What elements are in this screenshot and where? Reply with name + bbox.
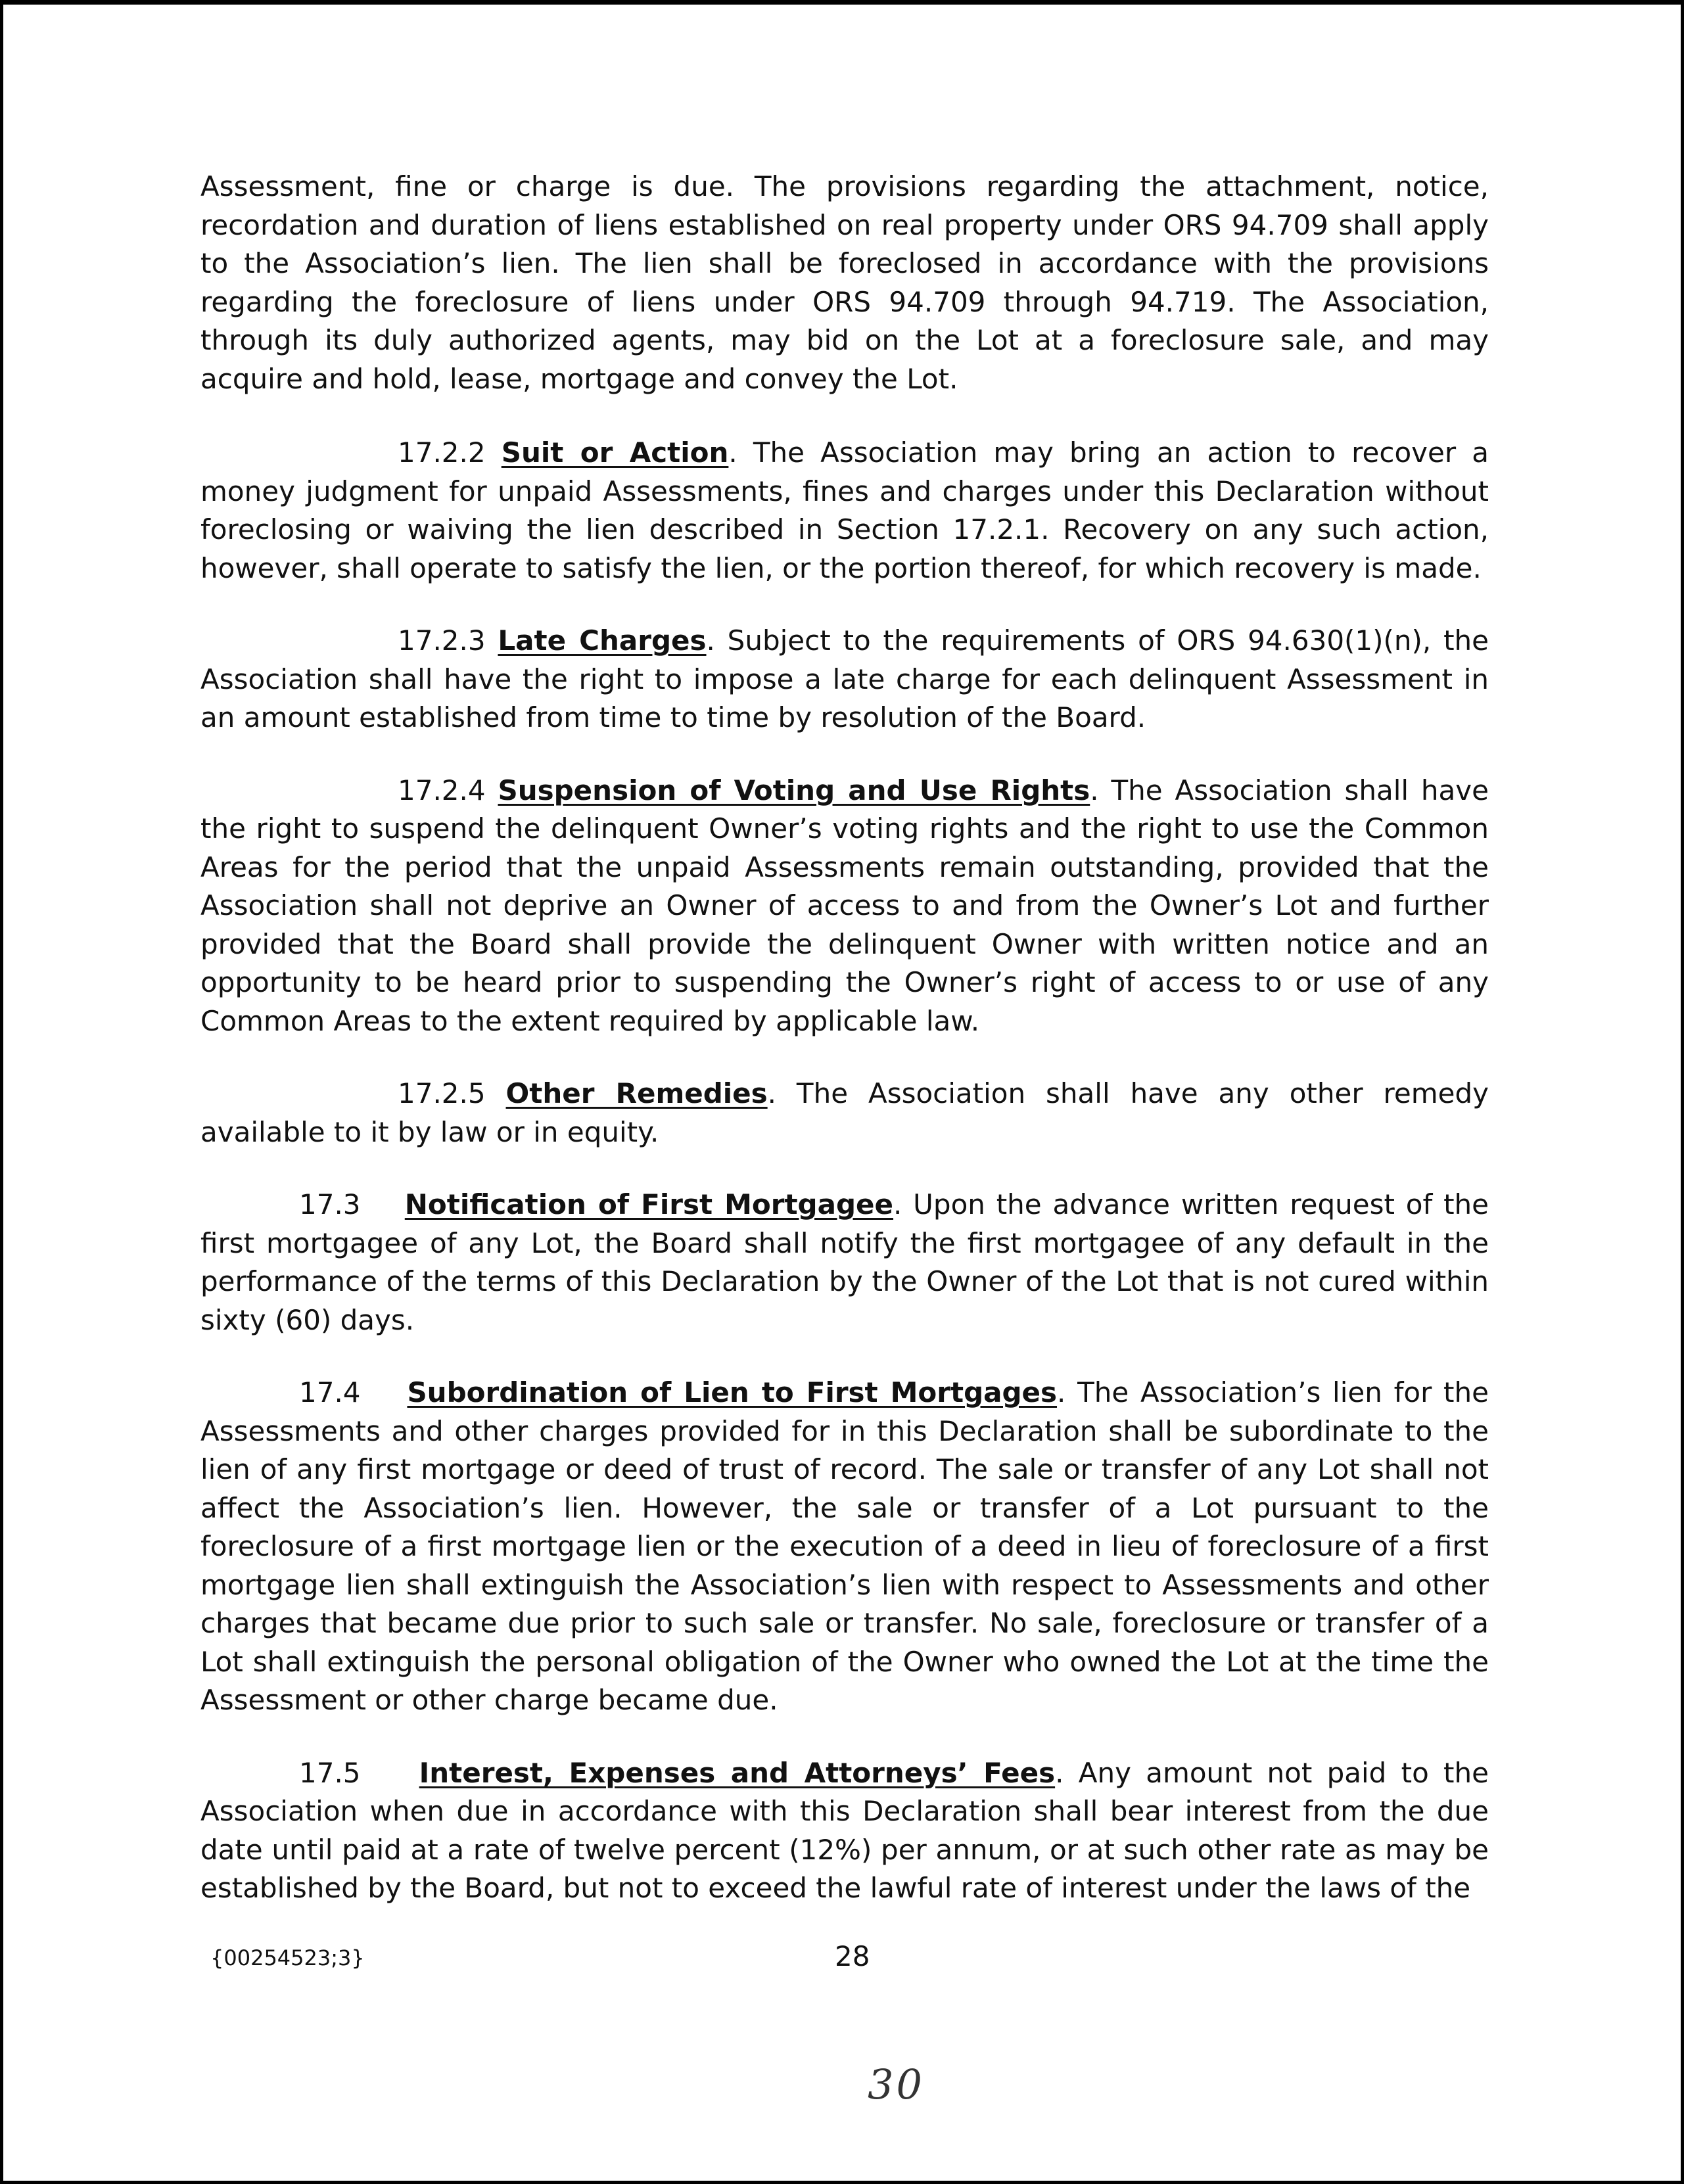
section-17-3 xyxy=(200,1186,1489,1339)
page-number: 28 xyxy=(835,1940,870,1972)
section-heading: Late Charges xyxy=(498,624,707,657)
section-body: . Subject to the requirements of ORS 94.630(1)(n), the Association shall have the right to impose a late charge for each delinquent Assessment in an amount established from time to time by resolution of the Board. xyxy=(200,624,1489,733)
section-17-2-2 xyxy=(200,434,1489,588)
section-heading: Notification of First Mortgagee xyxy=(404,1188,894,1220)
continuation-paragraph: Assessment, fine or charge is due. The provisions regarding the attachment, notice, recordation and duration of liens established on real property under ORS 94.709 shall apply to the Association’s lien. The lien shall be foreclosed in accordance with the provisions regarding the foreclosure of liens under ORS 94.709 through 94.719. The Association, through its duly authorized agents, may bid on the Lot at a foreclosure sale, and may acquire and hold, lease, mortgage and convey the Lot. xyxy=(200,170,1489,395)
section-body: . The Association shall have the right to suspend the delinquent Owner’s voting rights and the right to use the Common Areas for the period that the unpaid Assessments remain outstanding, provided that the Association shall not deprive an Owner of access to and from the Owner’s Lot and further provided that the Board shall provide the delinquent Owner with written notice and an opportunity to be heard prior to suspending the Owner’s right of access to or use of any Common Areas to the extent required by applicable law. xyxy=(200,774,1489,1037)
section-body: . Any amount not paid to the Association when due in accordance with this Declaration shall bear interest from the due date until paid at a rate of twelve percent (12%) per annum, or at such other rate as may be established by the Board, but not to exceed the lawful rate of interest under the laws of the xyxy=(200,1756,1489,1904)
section-17-2-4 xyxy=(200,772,1489,1041)
top-rule xyxy=(406,0,1353,2)
section-17-4 xyxy=(200,1374,1489,1720)
handwritten-page-mark: 30 xyxy=(868,2060,925,2108)
section-number: 17.4 xyxy=(299,1376,361,1408)
document-body xyxy=(200,168,1489,1942)
section-number: 17.2.5 xyxy=(398,1077,486,1109)
section-number: 17.3 xyxy=(299,1188,361,1220)
section-number: 17.5 xyxy=(299,1756,361,1789)
section-17-2-5 xyxy=(200,1075,1489,1151)
section-body: . The Association’s lien for the Assessments and other charges provided for in this Declaration shall be subordinate to the lien of any first mortgage or deed of trust of record. The sale or transfer of any Lot shall not affect the Association’s lien. However, the sale or transfer of a Lot pursuant to the foreclosure of a first mortgage lien or the execution of a deed in lieu of foreclosure of a first mortgage lien shall extinguish the Association’s lien with respect to Assessments and other charges that became due prior to such sale or transfer. No sale, foreclosure or transfer of a Lot shall extinguish the personal obligation of the Owner who owned the Lot at the time the Assessment or other charge became due. xyxy=(200,1376,1489,1716)
section-heading: Suit or Action xyxy=(501,436,729,469)
section-heading: Suspension of Voting and Use Rights xyxy=(498,774,1090,806)
section-heading: Other Remedies xyxy=(505,1077,768,1109)
section-body: . The Association may bring an action to recover a money judgment for unpaid Assessments, fines and charges under this Declaration without foreclosing or waiving the lien described in Section 17.2.1. Recovery on any such action, however, shall operate to satisfy the lien, or the portion thereof, for which recovery is made. xyxy=(200,436,1489,584)
document-id: {00254523;3} xyxy=(210,1945,365,1970)
section-body: . Upon the advance written request of the first mortgagee of any Lot, the Board shall notify the first mortgagee of any default in the performance of the terms of this Declaration by the Owner of the Lot that is not cured within sixty (60) days. xyxy=(200,1188,1489,1336)
section-number: 17.2.4 xyxy=(398,774,486,806)
section-heading: Subordination of Lien to First Mortgages xyxy=(407,1376,1058,1408)
section-body: . The Association shall have any other remedy available to it by law or in equity. xyxy=(200,1077,1489,1148)
section-heading: Interest, Expenses and Attorneys’ Fees xyxy=(419,1756,1056,1789)
section-number: 17.2.2 xyxy=(398,436,486,469)
section-17-2-3 xyxy=(200,622,1489,737)
section-number: 17.2.3 xyxy=(398,624,486,657)
section-17-5 xyxy=(200,1754,1489,1908)
